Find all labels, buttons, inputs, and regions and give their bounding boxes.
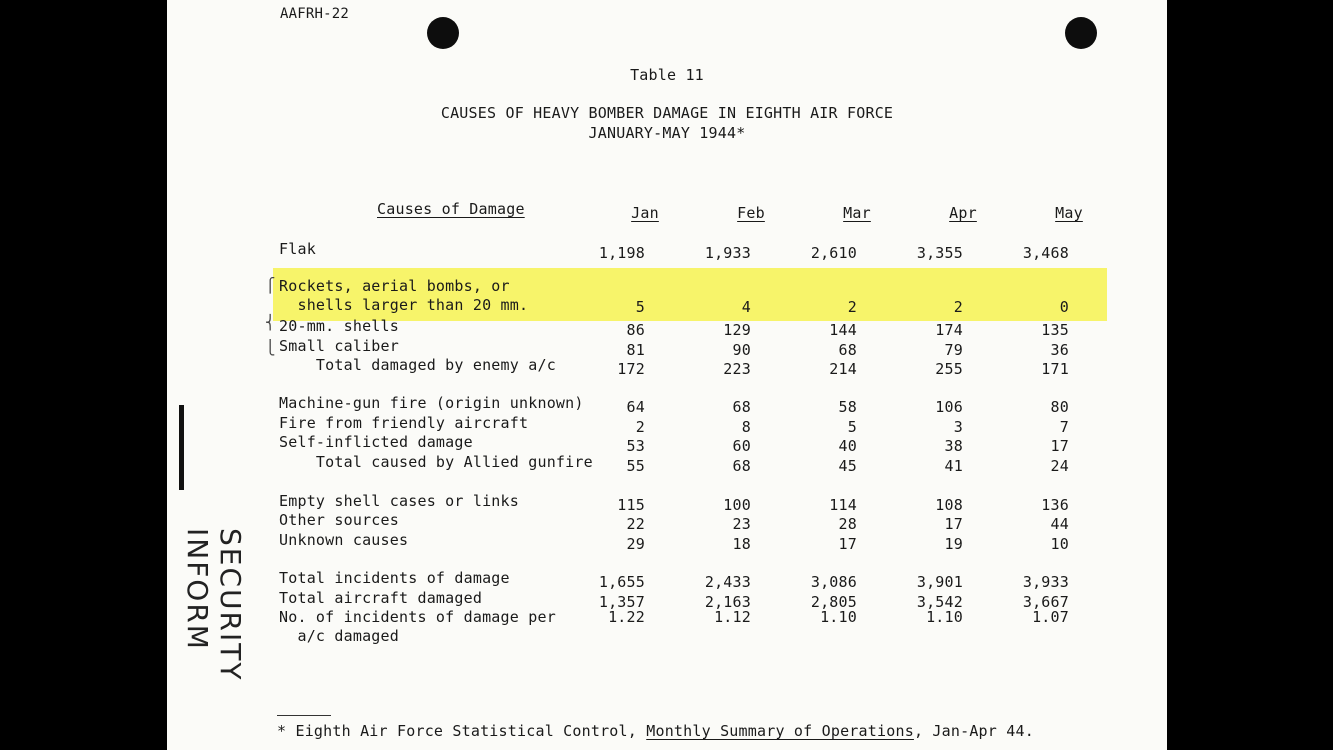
- bracket-mark: ⎨: [266, 315, 275, 331]
- row-label: Other sources: [279, 511, 399, 529]
- table-cell: 1.10: [820, 608, 857, 626]
- row-label: 20-mm. shells: [279, 317, 399, 335]
- row-label: Unknown causes: [279, 531, 409, 549]
- month-header: Mar: [843, 204, 871, 222]
- table-cell: 2,163: [704, 593, 751, 611]
- punch-hole-right: [1065, 17, 1097, 49]
- table-cell: 1,357: [598, 593, 645, 611]
- table-cell: 5: [847, 418, 857, 436]
- table-cell: 1.12: [714, 608, 751, 626]
- table-cell: 115: [617, 496, 645, 514]
- causes-header: Causes of Damage: [377, 200, 525, 218]
- table-cell: 2,610: [810, 244, 857, 262]
- table-cell: 7: [1059, 418, 1069, 436]
- table-cell: 60: [732, 437, 751, 455]
- table-cell: 64: [626, 398, 645, 416]
- table-cell: 1,655: [598, 573, 645, 591]
- table-cell: 36: [1050, 341, 1069, 359]
- table-title-line2: JANUARY-MAY 1944*: [588, 124, 746, 142]
- table-cell: 55: [626, 457, 645, 475]
- row-label: Self-inflicted damage: [279, 433, 473, 451]
- row-label: Empty shell cases or links: [279, 492, 519, 510]
- table-cell: 3,667: [1022, 593, 1069, 611]
- table-cell: 86: [626, 321, 645, 339]
- table-cell: 18: [732, 535, 751, 553]
- month-header: May: [1055, 204, 1083, 222]
- table-cell: 2: [953, 298, 963, 316]
- table-cell: 22: [626, 515, 645, 533]
- table-cell: 144: [829, 321, 857, 339]
- month-header: Jan: [631, 204, 659, 222]
- table-cell: 106: [935, 398, 963, 416]
- table-cell: 17: [1050, 437, 1069, 455]
- table-cell: 80: [1050, 398, 1069, 416]
- table-cell: 17: [838, 535, 857, 553]
- row-label: Fire from friendly aircraft: [279, 414, 529, 432]
- row-label: Rockets, aerial bombs, or: [279, 277, 510, 295]
- table-cell: 45: [838, 457, 857, 475]
- table-cell: 2: [847, 298, 857, 316]
- row-label: Total incidents of damage: [279, 569, 510, 587]
- table-cell: 3,468: [1022, 244, 1069, 262]
- table-cell: 58: [838, 398, 857, 416]
- punch-hole-left: [427, 17, 459, 49]
- table-cell: 3: [953, 418, 963, 436]
- table-cell: 1,933: [704, 244, 751, 262]
- row-label-continued: shells larger than 20 mm.: [279, 296, 529, 314]
- table-cell: 5: [635, 298, 645, 316]
- table-cell: 3,901: [916, 573, 963, 591]
- table-cell: 19: [944, 535, 963, 553]
- document-id: AAFRH-22: [280, 6, 350, 22]
- table-cell: 81: [626, 341, 645, 359]
- table-cell: 68: [838, 341, 857, 359]
- table-cell: 2: [635, 418, 645, 436]
- footnote-title: Monthly Summary of Operations: [646, 722, 914, 740]
- table-cell: 8: [741, 418, 751, 436]
- bracket-mark: ⎩: [266, 340, 275, 356]
- month-header: Feb: [737, 204, 765, 222]
- table-cell: 38: [944, 437, 963, 455]
- table-cell: 129: [723, 321, 751, 339]
- row-label-continued: a/c damaged: [279, 627, 399, 645]
- margin-bar: [179, 405, 184, 490]
- row-label: Machine-gun fire (origin unknown): [279, 394, 584, 412]
- table-cell: 3,933: [1022, 573, 1069, 591]
- security-stamp: SECURITY INFORM: [181, 528, 247, 682]
- table-cell: 1.22: [608, 608, 645, 626]
- table-cell: 24: [1050, 457, 1069, 475]
- table-cell: 29: [626, 535, 645, 553]
- table-cell: 3,086: [810, 573, 857, 591]
- table-cell: 172: [617, 360, 645, 378]
- table-cell: 255: [935, 360, 963, 378]
- footnote-rule: [277, 715, 331, 716]
- table-cell: 1.10: [926, 608, 963, 626]
- document-page: [167, 0, 1167, 750]
- table-cell: 100: [723, 496, 751, 514]
- table-cell: 68: [732, 457, 751, 475]
- table-cell: 68: [732, 398, 751, 416]
- table-cell: 90: [732, 341, 751, 359]
- footnote: [277, 722, 1034, 740]
- table-title-line1: CAUSES OF HEAVY BOMBER DAMAGE IN EIGHTH AIR FORCE: [440, 104, 894, 122]
- table-cell: 114: [829, 496, 857, 514]
- table-cell: 3,355: [916, 244, 963, 262]
- table-cell: 44: [1050, 515, 1069, 533]
- table-cell: 79: [944, 341, 963, 359]
- table-cell: 28: [838, 515, 857, 533]
- row-label: Total damaged by enemy a/c: [279, 356, 556, 374]
- table-cell: 174: [935, 321, 963, 339]
- row-label: Total aircraft damaged: [279, 589, 483, 607]
- table-cell: 223: [723, 360, 751, 378]
- month-header: Apr: [949, 204, 977, 222]
- table-cell: 3,542: [916, 593, 963, 611]
- row-label: No. of incidents of damage per: [279, 608, 556, 626]
- table-cell: 10: [1050, 535, 1069, 553]
- table-cell: 171: [1041, 360, 1069, 378]
- table-cell: 2,805: [810, 593, 857, 611]
- table-cell: 214: [829, 360, 857, 378]
- table-cell: 4: [741, 298, 751, 316]
- table-cell: 135: [1041, 321, 1069, 339]
- table-cell: 2,433: [704, 573, 751, 591]
- row-label: Total caused by Allied gunfire: [279, 453, 593, 471]
- table-cell: 17: [944, 515, 963, 533]
- table-cell: 1,198: [598, 244, 645, 262]
- table-cell: 136: [1041, 496, 1069, 514]
- table-number: Table 11: [630, 66, 704, 84]
- table-cell: 41: [944, 457, 963, 475]
- bracket-mark: ⎧: [266, 278, 275, 294]
- table-cell: 108: [935, 496, 963, 514]
- table-cell: 53: [626, 437, 645, 455]
- footnote-prefix: * Eighth Air Force Statistical Control,: [277, 722, 647, 740]
- row-label: Flak: [279, 240, 316, 258]
- table-cell: 40: [838, 437, 857, 455]
- table-cell: 0: [1059, 298, 1069, 316]
- table-cell: 1.07: [1032, 608, 1069, 626]
- table-cell: 23: [732, 515, 751, 533]
- footnote-suffix: , Jan-Apr 44.: [913, 722, 1034, 740]
- row-label: Small caliber: [279, 337, 399, 355]
